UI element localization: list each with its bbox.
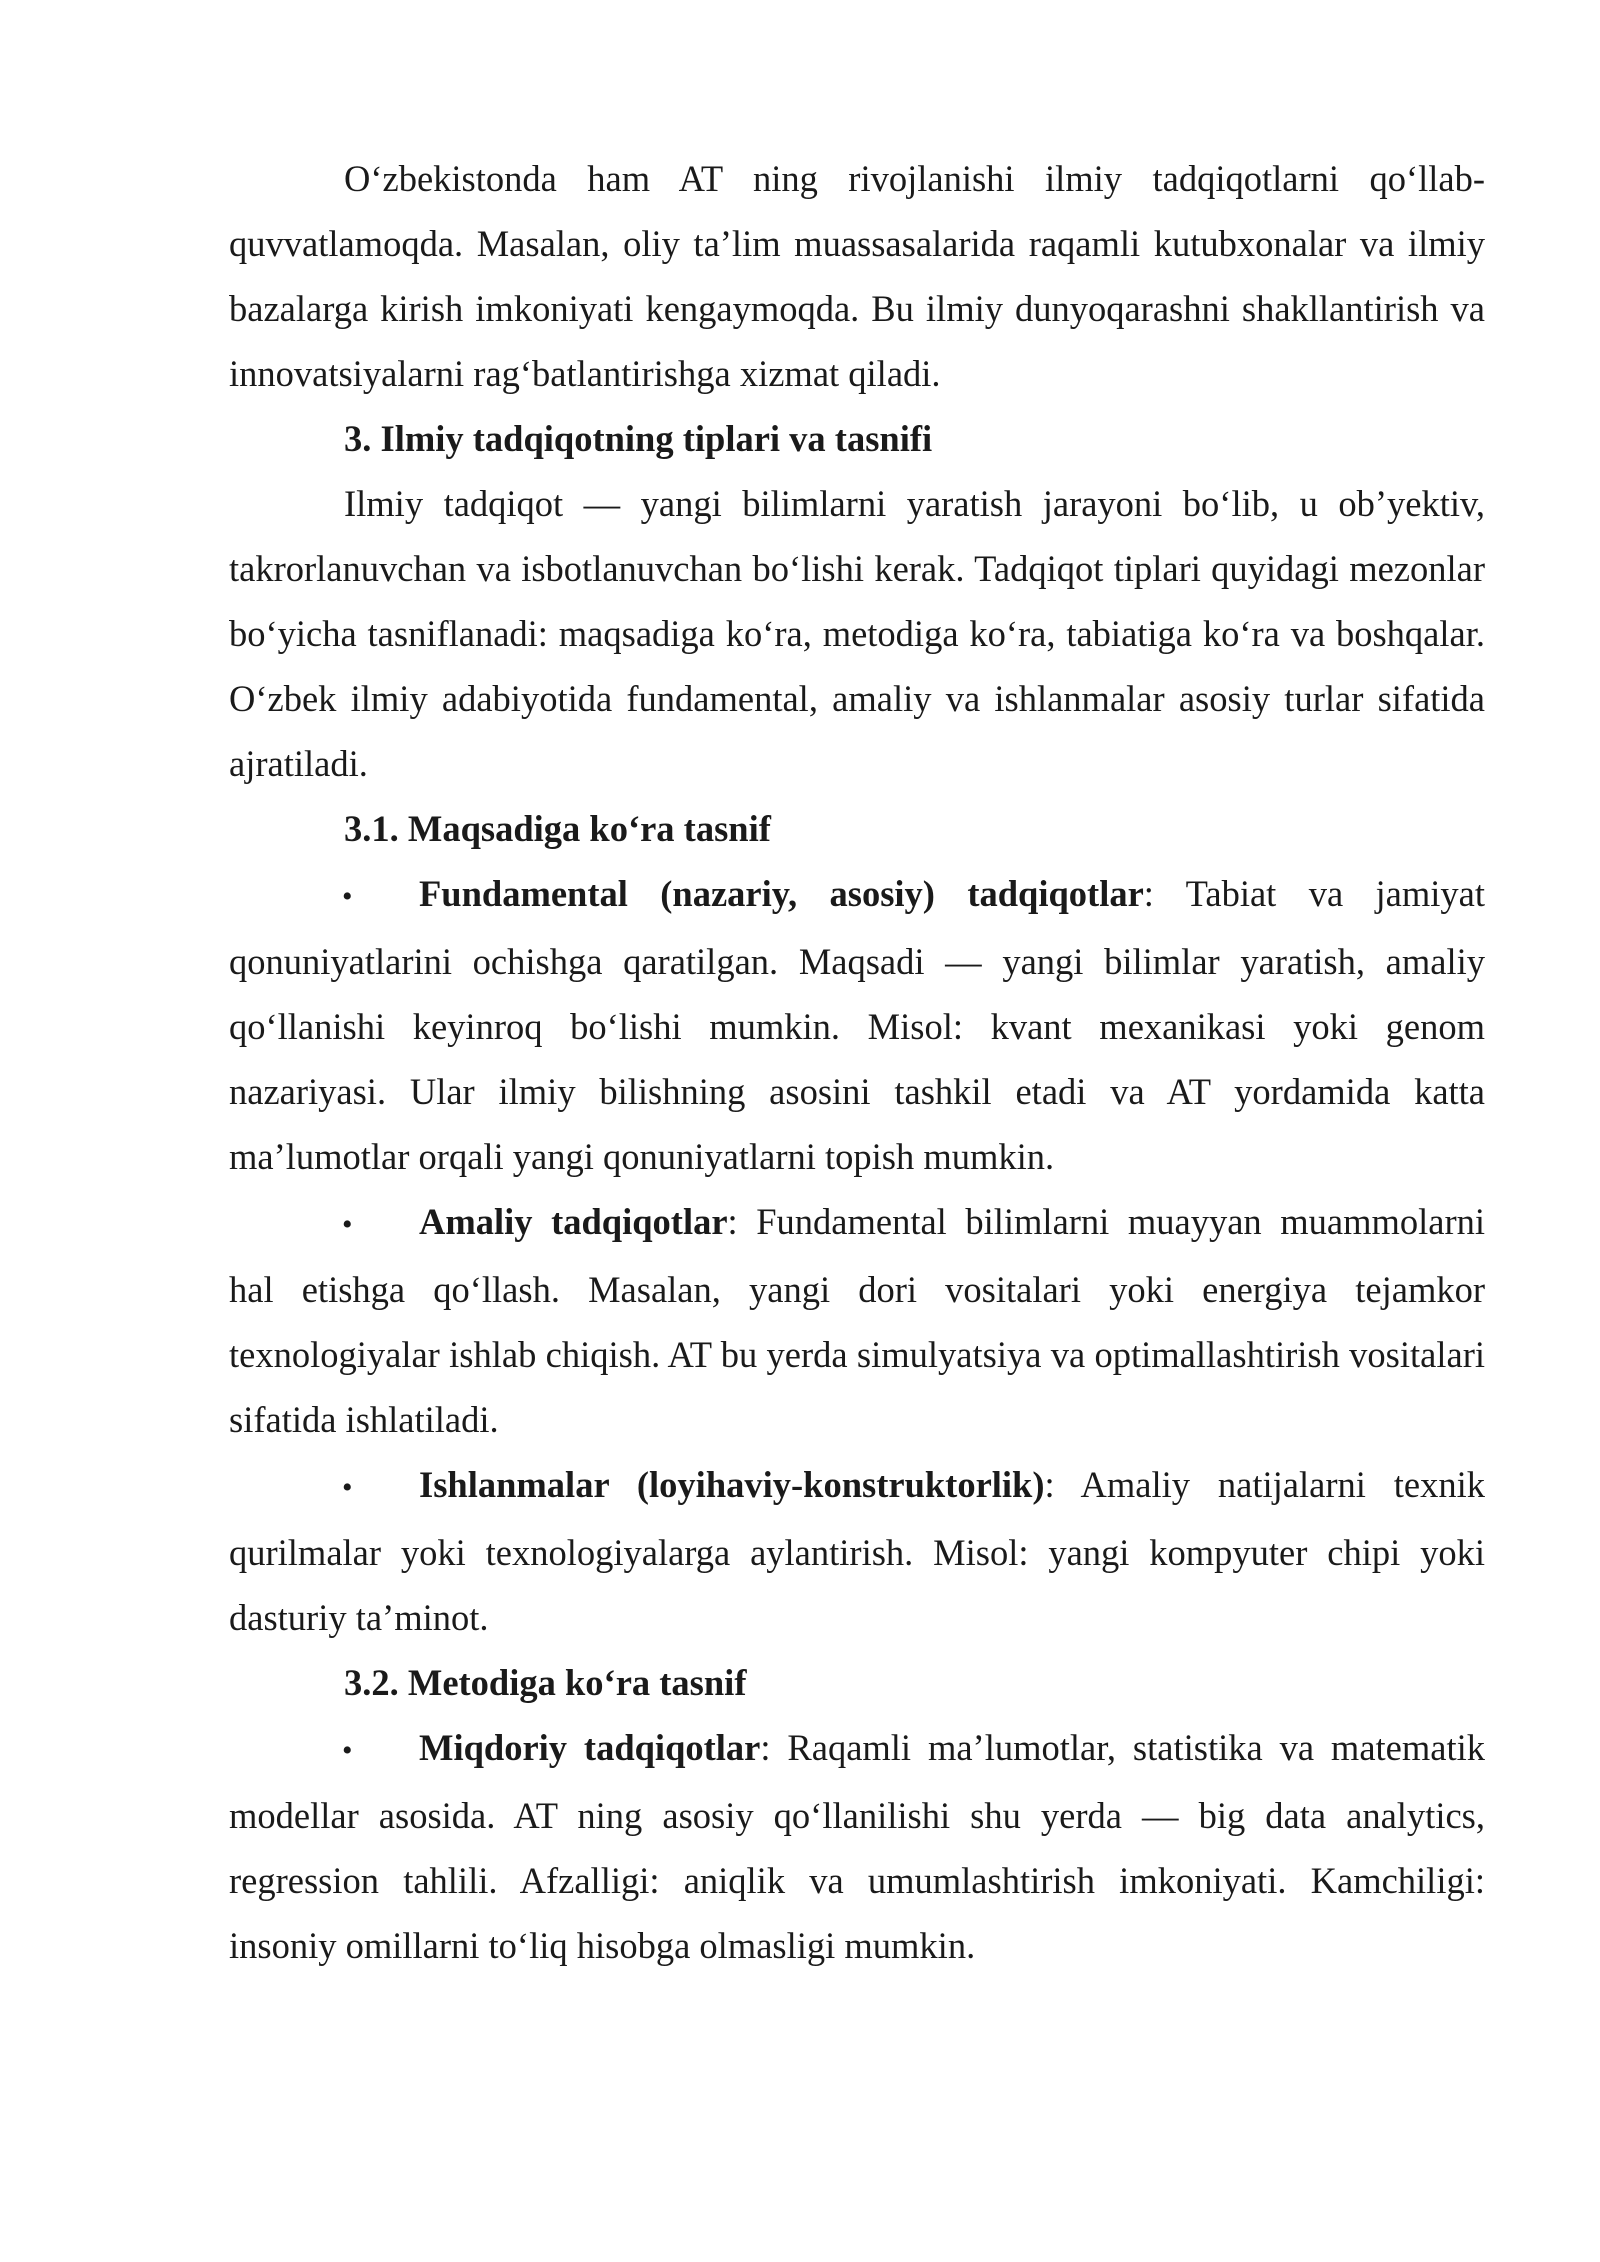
bullet-icon: • <box>342 1208 353 1241</box>
section-3-paragraph: Ilmiy tadqiqot — yangi bilimlarni yaratish jarayoni bo‘lib, u ob’yektiv, takrorlanuvchan va isbotlanuvchan bo‘lishi kerak. Tadqiqot tiplari quyidagi mezonlar bo‘yicha tasniflanadi: maqsadiga ko‘ra, metodiga ko‘ra, tabiatiga ko‘ra va boshqalar. O‘zbek ilmiy adabiyotida fundamental, amaliy va ishlanmalar asosiy turlar sifatida ajratiladi. <box>229 483 1485 784</box>
bullet-icon: • <box>342 1471 353 1504</box>
intro-paragraph: O‘zbekistonda ham AT ning rivojlanishi ilmiy tadqiqotlarni qo‘llab-quvvatlamoqda. Masalan, oliy ta’lim muassasalarida raqamli kutubxonalar va ilmiy bazalarga kirish imkoniyati kengaymoqda. Bu ilmiy dunyoqarashni shakllantirish va innovatsiyalarni rag‘batlantirishga xizmat qiladi. <box>229 158 1485 394</box>
list-item-text: : Raqamli ma’lumotlar, statistika va matematik modellar asosida. AT ning asosiy qo‘llanilishi shu yerda — big data analytics, regression tahlili. Afzalligi: aniqlik va umumlashtirish imkoniyati. Kamchiligi: insoniy omillarni to‘liq hisobga olmasligi mumkin. <box>229 1727 1485 1966</box>
list-item-term: Amaliy tadqiqotlar <box>419 1201 728 1242</box>
list-item-miqdoriy <box>229 1715 1485 1978</box>
bullet-icon: • <box>342 1734 353 1767</box>
bullet-icon: • <box>342 880 353 913</box>
list-item-text: : Fundamental bilimlarni muayyan muammolarni hal etishga qo‘llash. Masalan, yangi dori vositalari yoki energiya tejamkor texnologiyalar ishlab chiqish. AT bu yerda simulyatsiya va optimallashtirish vositalari sifatida ishlatiladi. <box>229 1201 1485 1440</box>
list-item-text: : Tabiat va jamiyat qonuniyatlarini ochishga qaratilgan. Maqsadi — yangi bilimlar yaratish, amaliy qo‘llanishi keyinroq bo‘lishi mumkin. Misol: kvant mexanikasi yoki genom nazariyasi. Ular ilmiy bilishning asosini tashkil etadi va AT yordamida katta ma’lumotlar orqali yangi qonuniyatlarni topish mumkin. <box>229 873 1485 1177</box>
section-3-2-heading: 3.2. Metodiga ko‘ra tasnif <box>344 1662 747 1703</box>
list-item-fundamental <box>229 861 1485 1189</box>
section-3-heading: 3. Ilmiy tadqiqotning tiplari va tasnifi <box>344 418 933 459</box>
list-item-term: Miqdoriy tadqiqotlar <box>419 1727 761 1768</box>
list-item-ishlanmalar <box>229 1452 1485 1650</box>
list-item-term: Ishlanmalar (loyihaviy-konstruktorlik) <box>419 1464 1045 1505</box>
list-item-text: : Amaliy natijalarni texnik qurilmalar yoki texnologiyalarga aylantirish. Misol: yangi kompyuter chipi yoki dasturiy ta’minot. <box>229 1464 1485 1638</box>
list-item-term: Fundamental (nazariy, asosiy) tadqiqotlar <box>419 873 1144 914</box>
document-body <box>229 146 1485 1978</box>
list-item-amaliy <box>229 1189 1485 1452</box>
section-3-1-heading: 3.1. Maqsadiga ko‘ra tasnif <box>344 808 771 849</box>
